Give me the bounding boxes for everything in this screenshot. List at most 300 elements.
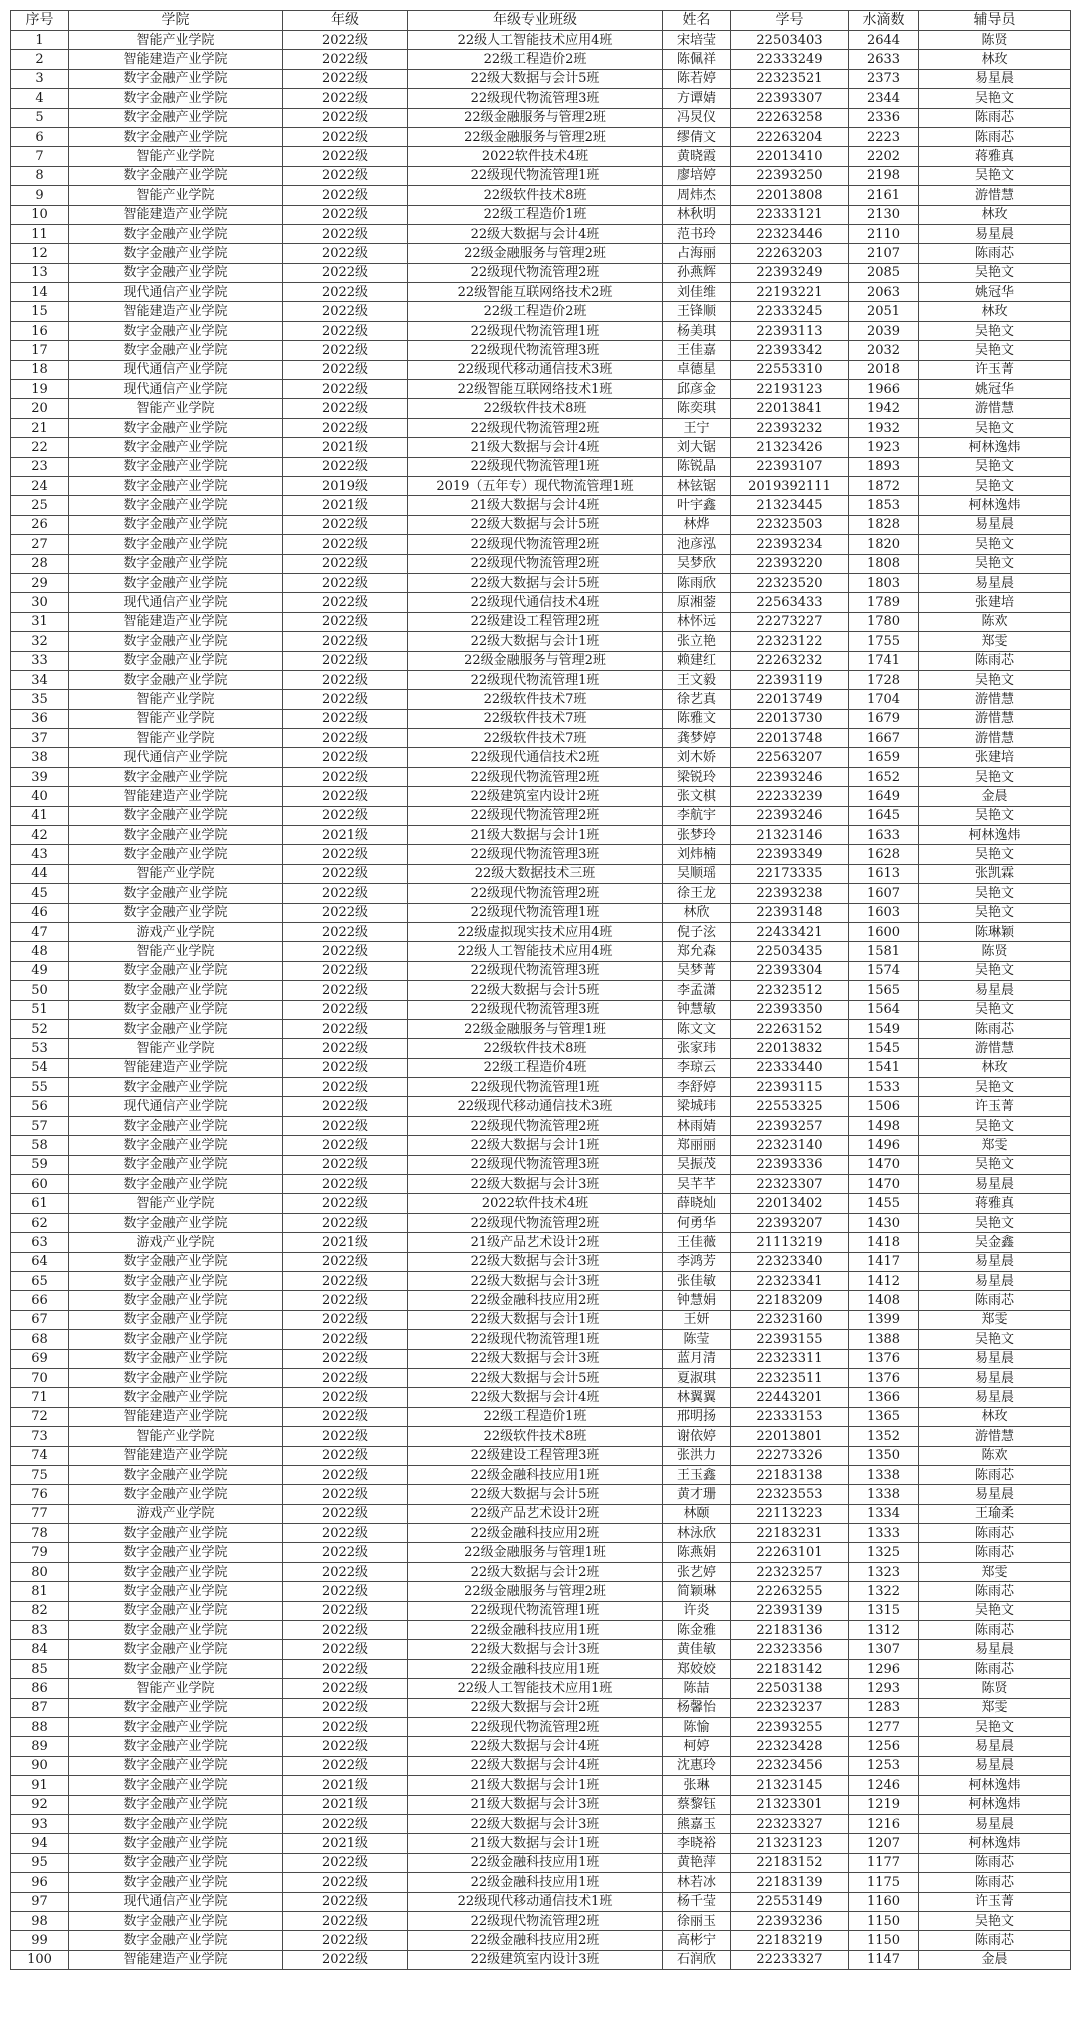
name-cell: 李鸿芳: [663, 1252, 731, 1271]
grade-cell: 2022级: [283, 1194, 408, 1213]
class-cell: 22级金融科技应用2班: [408, 1291, 663, 1310]
counselor-cell: 易星晨: [919, 1388, 1071, 1407]
grade-cell: 2022级: [283, 1039, 408, 1058]
class-cell: 22级现代物流管理1班: [408, 457, 663, 476]
class-cell: 22级现代物流管理2班: [408, 1717, 663, 1736]
table-row: [11, 418, 1071, 437]
college-cell: 智能建造产业学院: [69, 1446, 283, 1465]
student-id-cell: 22263152: [731, 1019, 849, 1038]
class-cell: 22级人工智能技术应用4班: [408, 31, 663, 50]
grade-cell: 2022级: [283, 1931, 408, 1950]
class-cell: 21级产品艺术设计2班: [408, 1233, 663, 1252]
index-cell: 24: [11, 476, 69, 495]
index-cell: 62: [11, 1213, 69, 1232]
drops-cell: 1780: [849, 612, 919, 631]
class-cell: 22级金融服务与管理2班: [408, 244, 663, 263]
student-id-cell: 22183136: [731, 1621, 849, 1640]
grade-cell: 2022级: [283, 593, 408, 612]
counselor-cell: 吴艳文: [919, 884, 1071, 903]
class-cell: 22级现代物流管理2班: [408, 1911, 663, 1930]
index-cell: 58: [11, 1136, 69, 1155]
grade-cell: 2022级: [283, 1000, 408, 1019]
college-cell: 智能产业学院: [69, 186, 283, 205]
drops-cell: 1649: [849, 787, 919, 806]
name-cell: 张琳: [663, 1776, 731, 1795]
table-row: [11, 69, 1071, 88]
counselor-cell: 吴艳文: [919, 1911, 1071, 1930]
table-row: [11, 1950, 1071, 1969]
class-cell: 22级人工智能技术应用4班: [408, 942, 663, 961]
college-cell: 数字金融产业学院: [69, 1175, 283, 1194]
drops-cell: 1412: [849, 1272, 919, 1291]
table-row: [11, 1562, 1071, 1581]
grade-cell: 2022级: [283, 1058, 408, 1077]
college-cell: 数字金融产业学院: [69, 1465, 283, 1484]
college-cell: 数字金融产业学院: [69, 670, 283, 689]
grade-cell: 2021级: [283, 1834, 408, 1853]
class-cell: 22级大数据与会计3班: [408, 1640, 663, 1659]
grade-cell: 2022级: [283, 1213, 408, 1232]
student-id-cell: 22393307: [731, 89, 849, 108]
index-cell: 97: [11, 1892, 69, 1911]
drops-cell: 1828: [849, 515, 919, 534]
student-id-cell: 22013808: [731, 186, 849, 205]
index-cell: 95: [11, 1853, 69, 1872]
drops-cell: 1803: [849, 573, 919, 592]
class-cell: 22级现代物流管理1班: [408, 1078, 663, 1097]
class-cell: 22级金融服务与管理2班: [408, 651, 663, 670]
index-cell: 63: [11, 1233, 69, 1252]
grade-cell: 2022级: [283, 1446, 408, 1465]
grade-cell: 2022级: [283, 1291, 408, 1310]
college-cell: 数字金融产业学院: [69, 418, 283, 437]
index-cell: 70: [11, 1368, 69, 1387]
grade-cell: 2022级: [283, 1543, 408, 1562]
table-row: [11, 1601, 1071, 1620]
college-cell: 数字金融产业学院: [69, 806, 283, 825]
college-cell: 数字金融产业学院: [69, 1737, 283, 1756]
student-id-cell: 22323257: [731, 1562, 849, 1581]
header-counselor: 辅导员: [919, 11, 1071, 31]
name-cell: 林翼翼: [663, 1388, 731, 1407]
index-cell: 65: [11, 1272, 69, 1291]
counselor-cell: 陈贤: [919, 942, 1071, 961]
counselor-cell: 郑雯: [919, 1310, 1071, 1329]
grade-cell: 2022级: [283, 1310, 408, 1329]
index-cell: 55: [11, 1078, 69, 1097]
grade-cell: 2021级: [283, 496, 408, 515]
class-cell: 22级金融科技应用1班: [408, 1873, 663, 1892]
college-cell: 智能建造产业学院: [69, 1058, 283, 1077]
class-cell: 22级现代物流管理1班: [408, 1330, 663, 1349]
counselor-cell: 吴艳文: [919, 1717, 1071, 1736]
grade-cell: 2022级: [283, 535, 408, 554]
college-cell: 数字金融产业学院: [69, 1640, 283, 1659]
index-cell: 61: [11, 1194, 69, 1213]
table-row: [11, 903, 1071, 922]
college-cell: 数字金融产业学院: [69, 1155, 283, 1174]
name-cell: 陈若婷: [663, 69, 731, 88]
name-cell: 林欣: [663, 903, 731, 922]
class-cell: 2022软件技术4班: [408, 1194, 663, 1213]
class-cell: 22级大数据与会计3班: [408, 1252, 663, 1271]
student-id-cell: 22393148: [731, 903, 849, 922]
index-cell: 10: [11, 205, 69, 224]
index-cell: 92: [11, 1795, 69, 1814]
grade-cell: 2021级: [283, 1776, 408, 1795]
index-cell: 79: [11, 1543, 69, 1562]
class-cell: 22级现代物流管理2班: [408, 418, 663, 437]
grade-cell: 2022级: [283, 651, 408, 670]
index-cell: 82: [11, 1601, 69, 1620]
grade-cell: 2022级: [283, 1737, 408, 1756]
grade-cell: 2022级: [283, 942, 408, 961]
drops-cell: 1659: [849, 748, 919, 767]
drops-cell: 1704: [849, 690, 919, 709]
drops-cell: 1741: [849, 651, 919, 670]
table-row: [11, 1543, 1071, 1562]
counselor-cell: 易星晨: [919, 1272, 1071, 1291]
table-row: [11, 1931, 1071, 1950]
student-id-cell: 22563433: [731, 593, 849, 612]
class-cell: 22级软件技术7班: [408, 690, 663, 709]
student-id-cell: 22193221: [731, 283, 849, 302]
college-cell: 数字金融产业学院: [69, 1582, 283, 1601]
index-cell: 41: [11, 806, 69, 825]
class-cell: 22级软件技术8班: [408, 1427, 663, 1446]
grade-cell: 2022级: [283, 1136, 408, 1155]
table-row: [11, 166, 1071, 185]
name-cell: 钟慧敏: [663, 1000, 731, 1019]
college-cell: 数字金融产业学院: [69, 108, 283, 127]
drops-cell: 2110: [849, 224, 919, 243]
drops-cell: 1216: [849, 1814, 919, 1833]
counselor-cell: 吴艳文: [919, 1000, 1071, 1019]
student-id-cell: 22013832: [731, 1039, 849, 1058]
table-row: [11, 1659, 1071, 1678]
counselor-cell: 吴艳文: [919, 1078, 1071, 1097]
counselor-cell: 郑雯: [919, 1136, 1071, 1155]
counselor-cell: 吴艳文: [919, 1116, 1071, 1135]
student-id-cell: 22333245: [731, 302, 849, 321]
table-row: [11, 1194, 1071, 1213]
student-id-cell: 22273227: [731, 612, 849, 631]
drops-cell: 1600: [849, 922, 919, 941]
class-cell: 22级软件技术8班: [408, 1039, 663, 1058]
college-cell: 数字金融产业学院: [69, 263, 283, 282]
college-cell: 智能产业学院: [69, 1039, 283, 1058]
name-cell: 周炜杰: [663, 186, 731, 205]
index-cell: 81: [11, 1582, 69, 1601]
index-cell: 68: [11, 1330, 69, 1349]
counselor-cell: 吴艳文: [919, 1601, 1071, 1620]
student-id-cell: 22183138: [731, 1465, 849, 1484]
counselor-cell: 陈贤: [919, 1679, 1071, 1698]
table-row: [11, 845, 1071, 864]
grade-cell: 2022级: [283, 360, 408, 379]
grade-cell: 2022级: [283, 205, 408, 224]
class-cell: 22级大数据与会计3班: [408, 1814, 663, 1833]
index-cell: 8: [11, 166, 69, 185]
name-cell: 黄艳萍: [663, 1853, 731, 1872]
class-cell: 22级金融服务与管理2班: [408, 108, 663, 127]
counselor-cell: 许玉菁: [919, 1892, 1071, 1911]
student-id-cell: 22393255: [731, 1717, 849, 1736]
table-row: [11, 593, 1071, 612]
college-cell: 数字金融产业学院: [69, 1834, 283, 1853]
class-cell: 2022软件技术4班: [408, 147, 663, 166]
drops-cell: 1667: [849, 729, 919, 748]
name-cell: 薛晓灿: [663, 1194, 731, 1213]
counselor-cell: 游惜慧: [919, 709, 1071, 728]
grade-cell: 2022级: [283, 283, 408, 302]
counselor-cell: 易星晨: [919, 981, 1071, 1000]
index-cell: 39: [11, 767, 69, 786]
drops-cell: 1418: [849, 1233, 919, 1252]
name-cell: 吴顺瑶: [663, 864, 731, 883]
counselor-cell: 吴艳文: [919, 166, 1071, 185]
grade-cell: 2022级: [283, 1911, 408, 1930]
counselor-cell: 吴金鑫: [919, 1233, 1071, 1252]
table-row: [11, 1504, 1071, 1523]
table-row: [11, 729, 1071, 748]
drops-cell: 1322: [849, 1582, 919, 1601]
class-cell: 22级大数据与会计2班: [408, 1562, 663, 1581]
index-cell: 59: [11, 1155, 69, 1174]
table-row: [11, 244, 1071, 263]
name-cell: 何勇华: [663, 1213, 731, 1232]
table-row: [11, 224, 1071, 243]
class-cell: 22级大数据与会计5班: [408, 515, 663, 534]
table-row: [11, 787, 1071, 806]
grade-cell: 2022级: [283, 89, 408, 108]
drops-cell: 1574: [849, 961, 919, 980]
table-row: [11, 1756, 1071, 1775]
table-row: [11, 1039, 1071, 1058]
index-cell: 20: [11, 399, 69, 418]
drops-cell: 1853: [849, 496, 919, 515]
college-cell: 数字金融产业学院: [69, 127, 283, 146]
table-row: [11, 1911, 1071, 1930]
index-cell: 1: [11, 31, 69, 50]
index-cell: 71: [11, 1388, 69, 1407]
table-row: [11, 31, 1071, 50]
class-cell: 22级现代移动通信技术1班: [408, 1892, 663, 1911]
college-cell: 数字金融产业学院: [69, 632, 283, 651]
counselor-cell: 吴艳文: [919, 89, 1071, 108]
student-id-cell: 22393113: [731, 321, 849, 340]
table-row: [11, 360, 1071, 379]
table-row: [11, 302, 1071, 321]
class-cell: 22级大数据与会计1班: [408, 1136, 663, 1155]
drops-cell: 1283: [849, 1698, 919, 1717]
name-cell: 张文棋: [663, 787, 731, 806]
table-row: [11, 1291, 1071, 1310]
counselor-cell: 许玉菁: [919, 360, 1071, 379]
class-cell: 22级软件技术7班: [408, 709, 663, 728]
college-cell: 智能产业学院: [69, 147, 283, 166]
counselor-cell: 易星晨: [919, 573, 1071, 592]
table-row: [11, 1349, 1071, 1368]
class-cell: 22级金融服务与管理1班: [408, 1019, 663, 1038]
table-row: [11, 1330, 1071, 1349]
table-row: [11, 1621, 1071, 1640]
class-cell: 22级现代通信技术2班: [408, 748, 663, 767]
name-cell: 黄佳敏: [663, 1640, 731, 1659]
grade-cell: 2022级: [283, 224, 408, 243]
table-row: [11, 1000, 1071, 1019]
college-cell: 智能建造产业学院: [69, 50, 283, 69]
drops-cell: 2039: [849, 321, 919, 340]
counselor-cell: 金晨: [919, 787, 1071, 806]
name-cell: 梁锐玲: [663, 767, 731, 786]
class-cell: 22级现代物流管理2班: [408, 554, 663, 573]
class-cell: 21级大数据与会计1班: [408, 1834, 663, 1853]
name-cell: 王佳薇: [663, 1233, 731, 1252]
college-cell: 数字金融产业学院: [69, 1911, 283, 1930]
student-id-cell: 22333440: [731, 1058, 849, 1077]
name-cell: 池彦泓: [663, 535, 731, 554]
student-id-cell: 22183209: [731, 1291, 849, 1310]
table-row: [11, 1446, 1071, 1465]
grade-cell: 2022级: [283, 1950, 408, 1969]
student-id-cell: 22183139: [731, 1873, 849, 1892]
name-cell: 卓德星: [663, 360, 731, 379]
student-id-cell: 22323340: [731, 1252, 849, 1271]
table-row: [11, 1427, 1071, 1446]
class-cell: 22级现代物流管理1班: [408, 166, 663, 185]
drops-cell: 1564: [849, 1000, 919, 1019]
name-cell: 蔡黎钰: [663, 1795, 731, 1814]
grade-cell: 2022级: [283, 1524, 408, 1543]
student-id-cell: 22233327: [731, 1950, 849, 1969]
table-row: [11, 1136, 1071, 1155]
college-cell: 智能产业学院: [69, 1679, 283, 1698]
table-row: [11, 127, 1071, 146]
student-id-cell: 22013748: [731, 729, 849, 748]
counselor-cell: 柯林逸炜: [919, 826, 1071, 845]
table-row: [11, 476, 1071, 495]
header-index: 序号: [11, 11, 69, 31]
name-cell: 刘木娇: [663, 748, 731, 767]
counselor-cell: 陈贤: [919, 31, 1071, 50]
class-cell: 22级金融科技应用1班: [408, 1659, 663, 1678]
counselor-cell: 陈雨芯: [919, 1019, 1071, 1038]
college-cell: 数字金融产业学院: [69, 1078, 283, 1097]
class-cell: 22级建筑室内设计3班: [408, 1950, 663, 1969]
grade-cell: 2022级: [283, 1349, 408, 1368]
grade-cell: 2022级: [283, 1717, 408, 1736]
drops-cell: 1645: [849, 806, 919, 825]
name-cell: 李孟潇: [663, 981, 731, 1000]
grade-cell: 2022级: [283, 922, 408, 941]
college-cell: 数字金融产业学院: [69, 438, 283, 457]
grade-cell: 2022级: [283, 457, 408, 476]
drops-cell: 1923: [849, 438, 919, 457]
name-cell: 李琼云: [663, 1058, 731, 1077]
student-id-cell: 22323512: [731, 981, 849, 1000]
counselor-cell: 易星晨: [919, 69, 1071, 88]
grade-cell: 2022级: [283, 1504, 408, 1523]
class-cell: 22级工程造价2班: [408, 302, 663, 321]
counselor-cell: 易星晨: [919, 1175, 1071, 1194]
index-cell: 33: [11, 651, 69, 670]
name-cell: 柯婷: [663, 1737, 731, 1756]
class-cell: 22级大数据与会计3班: [408, 1349, 663, 1368]
table-row: [11, 981, 1071, 1000]
grade-cell: 2022级: [283, 1582, 408, 1601]
index-cell: 84: [11, 1640, 69, 1659]
college-cell: 数字金融产业学院: [69, 981, 283, 1000]
college-cell: 数字金融产业学院: [69, 244, 283, 263]
counselor-cell: 易星晨: [919, 1756, 1071, 1775]
index-cell: 74: [11, 1446, 69, 1465]
name-cell: 张家玮: [663, 1039, 731, 1058]
name-cell: 陈愉: [663, 1717, 731, 1736]
index-cell: 94: [11, 1834, 69, 1853]
name-cell: 王宁: [663, 418, 731, 437]
student-id-cell: 22393232: [731, 418, 849, 437]
class-cell: 22级金融科技应用2班: [408, 1931, 663, 1950]
student-id-cell: 22013749: [731, 690, 849, 709]
index-cell: 26: [11, 515, 69, 534]
index-cell: 46: [11, 903, 69, 922]
name-cell: 陈奕琪: [663, 399, 731, 418]
counselor-cell: 陈雨芯: [919, 1931, 1071, 1950]
class-cell: 22级现代物流管理1班: [408, 1601, 663, 1620]
counselor-cell: 吴艳文: [919, 903, 1071, 922]
student-id-cell: 2019392111: [731, 476, 849, 495]
college-cell: 数字金融产业学院: [69, 1310, 283, 1329]
name-cell: 张立艳: [663, 632, 731, 651]
class-cell: 22级现代物流管理2班: [408, 535, 663, 554]
name-cell: 吴梦菁: [663, 961, 731, 980]
grade-cell: 2021级: [283, 826, 408, 845]
counselor-cell: 张凯霖: [919, 864, 1071, 883]
name-cell: 夏淑琪: [663, 1368, 731, 1387]
name-cell: 原湘蓥: [663, 593, 731, 612]
name-cell: 王玉鑫: [663, 1465, 731, 1484]
drops-cell: 1296: [849, 1659, 919, 1678]
grade-cell: 2022级: [283, 1756, 408, 1775]
name-cell: 徐艺真: [663, 690, 731, 709]
counselor-cell: 吴艳文: [919, 457, 1071, 476]
name-cell: 邱彦金: [663, 380, 731, 399]
table-row: [11, 1485, 1071, 1504]
grade-cell: 2022级: [283, 1640, 408, 1659]
index-cell: 78: [11, 1524, 69, 1543]
college-cell: 游戏产业学院: [69, 1233, 283, 1252]
class-cell: 22级工程造价1班: [408, 1407, 663, 1426]
college-cell: 智能产业学院: [69, 1427, 283, 1446]
name-cell: 李舒婷: [663, 1078, 731, 1097]
college-cell: 数字金融产业学院: [69, 903, 283, 922]
student-id-cell: 22323428: [731, 1737, 849, 1756]
grade-cell: 2022级: [283, 748, 408, 767]
college-cell: 智能建造产业学院: [69, 1407, 283, 1426]
college-cell: 数字金融产业学院: [69, 1659, 283, 1678]
drops-cell: 1293: [849, 1679, 919, 1698]
drops-cell: 2223: [849, 127, 919, 146]
college-cell: 现代通信产业学院: [69, 1892, 283, 1911]
grade-cell: 2022级: [283, 1814, 408, 1833]
table-row: [11, 1407, 1071, 1426]
index-cell: 45: [11, 884, 69, 903]
counselor-cell: 易星晨: [919, 1485, 1071, 1504]
student-id-cell: 22393349: [731, 845, 849, 864]
grade-cell: 2022级: [283, 418, 408, 437]
student-id-cell: 22013841: [731, 399, 849, 418]
